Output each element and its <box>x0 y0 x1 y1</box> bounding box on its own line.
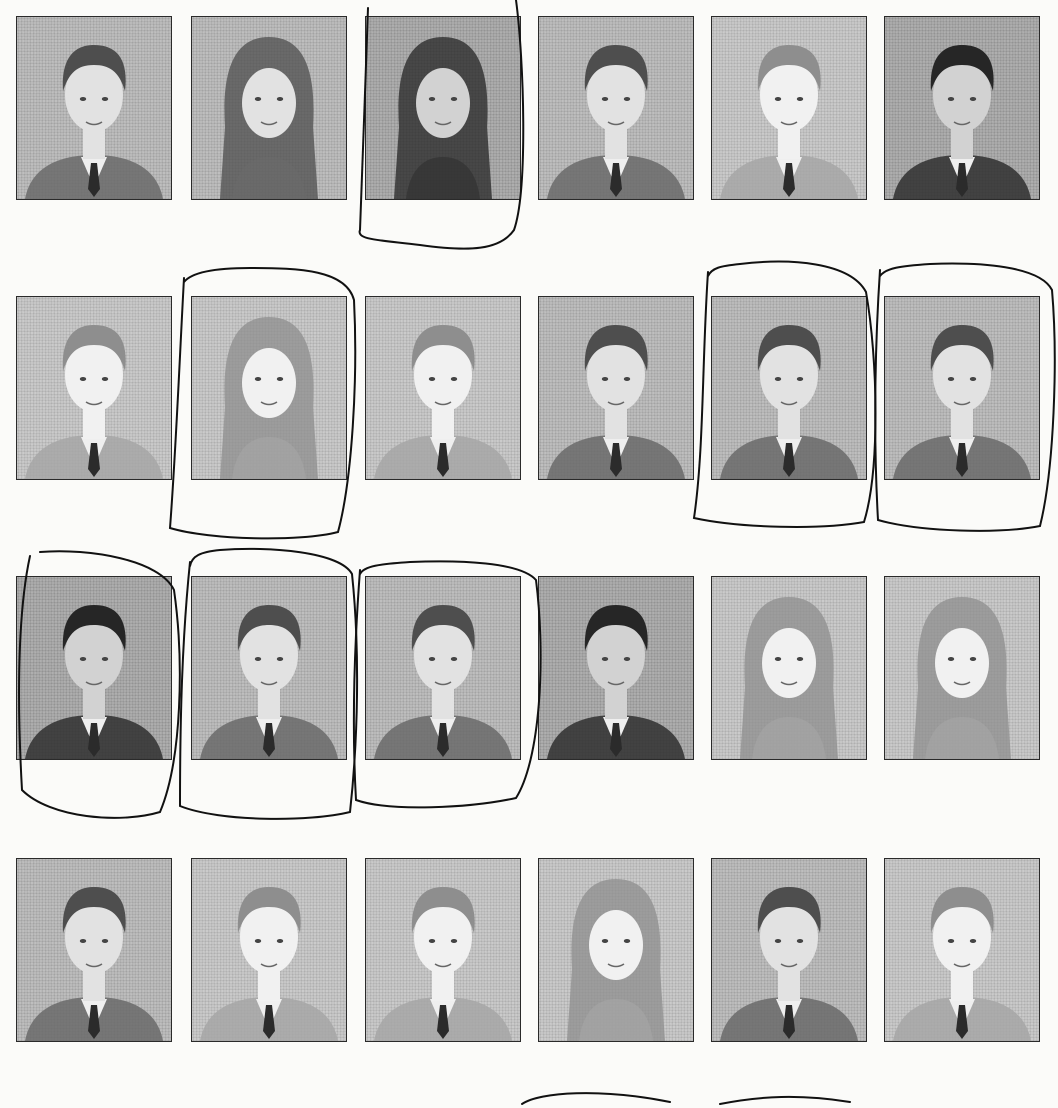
left-eye <box>80 657 86 661</box>
portrait-figure <box>366 297 520 479</box>
left-eye <box>429 657 435 661</box>
face <box>762 628 816 698</box>
portrait-figure <box>366 859 520 1041</box>
member-photo <box>538 576 694 760</box>
neck <box>83 409 105 439</box>
member-card <box>538 576 712 826</box>
right-eye <box>797 377 803 381</box>
member-card <box>16 16 190 266</box>
left-eye <box>429 97 435 101</box>
left-eye <box>255 939 261 943</box>
member-card <box>538 296 712 546</box>
member-card <box>711 296 885 546</box>
portrait-figure <box>539 577 693 759</box>
neck <box>778 129 800 159</box>
member-card <box>365 858 539 1108</box>
right-eye <box>970 97 976 101</box>
right-eye <box>277 97 283 101</box>
member-photo <box>191 296 347 480</box>
portrait-figure <box>712 17 866 199</box>
member-card <box>711 858 885 1108</box>
right-eye <box>797 657 803 661</box>
portrait-figure <box>712 297 866 479</box>
member-card <box>884 16 1058 266</box>
left-eye <box>602 97 608 101</box>
portrait-figure <box>192 297 346 479</box>
left-eye <box>429 939 435 943</box>
portrait-figure <box>885 577 1039 759</box>
left-eye <box>948 97 954 101</box>
portrait-figure <box>192 17 346 199</box>
member-card <box>884 858 1058 1108</box>
face <box>416 68 470 138</box>
member-photo <box>16 576 172 760</box>
right-eye <box>970 939 976 943</box>
face <box>242 68 296 138</box>
member-photo <box>365 576 521 760</box>
right-eye <box>102 939 108 943</box>
member-photo <box>191 858 347 1042</box>
right-eye <box>970 657 976 661</box>
neck <box>951 129 973 159</box>
right-eye <box>797 939 803 943</box>
member-photo <box>365 16 521 200</box>
member-card <box>365 296 539 546</box>
neck <box>951 971 973 1001</box>
member-card <box>191 576 365 826</box>
member-card <box>16 576 190 826</box>
portrait-figure <box>17 859 171 1041</box>
portrait-figure <box>539 297 693 479</box>
neck <box>432 971 454 1001</box>
member-photo <box>365 296 521 480</box>
left-eye <box>255 97 261 101</box>
right-eye <box>797 97 803 101</box>
portrait-figure <box>539 859 693 1041</box>
portrait-figure <box>539 17 693 199</box>
right-eye <box>970 377 976 381</box>
left-eye <box>255 377 261 381</box>
member-photo <box>711 296 867 480</box>
member-photo <box>191 16 347 200</box>
face <box>935 628 989 698</box>
left-eye <box>775 97 781 101</box>
portrait-figure <box>712 859 866 1041</box>
neck <box>83 689 105 719</box>
neck <box>605 409 627 439</box>
neck <box>83 129 105 159</box>
face <box>589 910 643 980</box>
member-photo <box>884 16 1040 200</box>
left-eye <box>775 939 781 943</box>
neck <box>432 409 454 439</box>
member-card <box>884 576 1058 826</box>
member-photo <box>884 858 1040 1042</box>
portrait-figure <box>17 17 171 199</box>
right-eye <box>277 657 283 661</box>
member-photo <box>538 16 694 200</box>
neck <box>83 971 105 1001</box>
face <box>242 348 296 418</box>
member-photo <box>16 16 172 200</box>
right-eye <box>624 657 630 661</box>
neck <box>605 129 627 159</box>
member-card <box>365 16 539 266</box>
portrait-figure <box>17 297 171 479</box>
member-photo <box>711 858 867 1042</box>
neck <box>258 689 280 719</box>
member-card <box>884 296 1058 546</box>
member-photo <box>191 576 347 760</box>
right-eye <box>451 939 457 943</box>
right-eye <box>102 657 108 661</box>
member-photo <box>884 296 1040 480</box>
member-photo <box>884 576 1040 760</box>
member-card <box>365 576 539 826</box>
portrait-figure <box>366 17 520 199</box>
member-photo <box>538 296 694 480</box>
right-eye <box>277 939 283 943</box>
right-eye <box>102 97 108 101</box>
left-eye <box>602 377 608 381</box>
member-photo <box>16 858 172 1042</box>
left-eye <box>429 377 435 381</box>
neck <box>432 689 454 719</box>
member-photo <box>16 296 172 480</box>
member-photo <box>711 16 867 200</box>
portrait-figure <box>366 577 520 759</box>
member-card <box>191 858 365 1108</box>
left-eye <box>948 657 954 661</box>
neck <box>778 971 800 1001</box>
right-eye <box>451 657 457 661</box>
member-card <box>191 16 365 266</box>
right-eye <box>624 377 630 381</box>
portrait-figure <box>885 859 1039 1041</box>
right-eye <box>624 97 630 101</box>
member-card <box>191 296 365 546</box>
left-eye <box>775 377 781 381</box>
left-eye <box>80 377 86 381</box>
portrait-figure <box>712 577 866 759</box>
right-eye <box>451 97 457 101</box>
left-eye <box>255 657 261 661</box>
neck <box>951 409 973 439</box>
member-card <box>538 16 712 266</box>
member-card <box>16 296 190 546</box>
left-eye <box>602 657 608 661</box>
neck <box>605 689 627 719</box>
portrait-figure <box>885 297 1039 479</box>
neck <box>258 971 280 1001</box>
member-photo <box>538 858 694 1042</box>
portrait-figure <box>17 577 171 759</box>
left-eye <box>775 657 781 661</box>
member-card <box>711 576 885 826</box>
right-eye <box>624 939 630 943</box>
member-photo <box>365 858 521 1042</box>
right-eye <box>451 377 457 381</box>
portrait-figure <box>885 17 1039 199</box>
right-eye <box>102 377 108 381</box>
left-eye <box>948 939 954 943</box>
member-photo <box>711 576 867 760</box>
member-card <box>711 16 885 266</box>
neck <box>778 409 800 439</box>
right-eye <box>277 377 283 381</box>
left-eye <box>80 939 86 943</box>
portrait-figure <box>192 859 346 1041</box>
left-eye <box>602 939 608 943</box>
member-card <box>16 858 190 1108</box>
portrait-figure <box>192 577 346 759</box>
left-eye <box>80 97 86 101</box>
member-card <box>538 858 712 1108</box>
left-eye <box>948 377 954 381</box>
